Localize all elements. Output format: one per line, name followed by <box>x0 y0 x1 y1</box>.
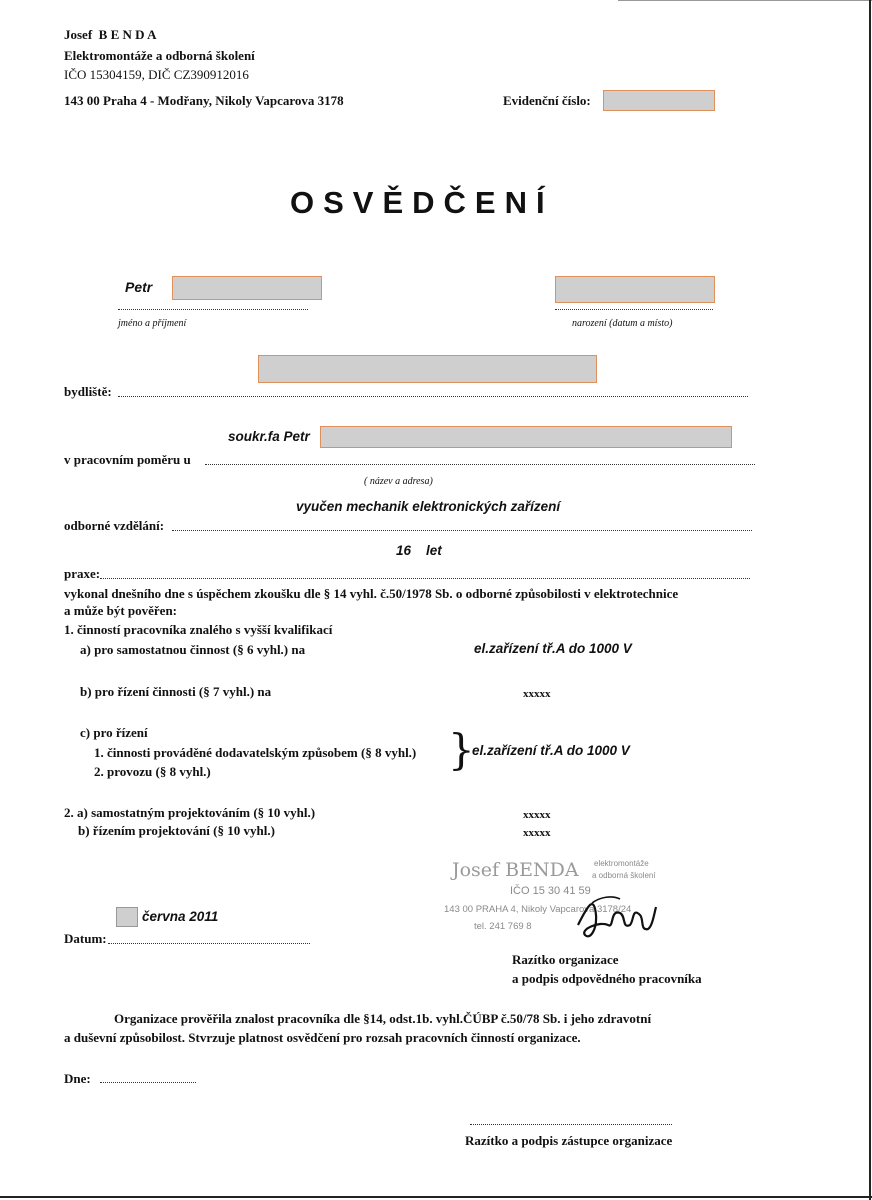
organization-text-line2: a duševní způsobilost. Stvrzuje platnost osvědčení pro rozsah pracovních činností organizace. <box>64 1030 581 1045</box>
education-value: vyučen mechanik elektronických zařízení <box>296 499 561 514</box>
activity-a-label: a) pro samostatnou činnost (§ 6 vyhl.) na <box>80 642 306 657</box>
employer-redacted <box>320 426 732 448</box>
activity-c-label: c) pro řízení <box>80 725 148 740</box>
handwritten-signature <box>570 885 660 945</box>
practice-dotted-line <box>100 578 750 579</box>
employment-label: v pracovním poměru u <box>64 452 191 467</box>
evidence-label: Evidenční číslo: <box>503 93 591 108</box>
scan-edge-bottom <box>0 1196 872 1198</box>
representative-signature-line <box>470 1124 672 1125</box>
residence-redacted <box>258 355 597 383</box>
activities-heading: 1. činností pracovníka znalého s vyšší kvalifikací <box>64 622 333 637</box>
stamp-ico: IČO 15 30 41 59 <box>510 885 591 897</box>
employment-caption: ( název a adresa) <box>364 476 433 487</box>
activity-c-brace: } <box>448 725 475 774</box>
name-dotted-line <box>118 309 308 310</box>
practice-value: 16 let <box>396 543 442 558</box>
evidence-number-redacted <box>603 90 715 111</box>
representative-signature-caption: Razítko a podpis zástupce organizace <box>465 1133 673 1148</box>
company-subtitle: Elektromontáže a odborná školení <box>64 48 255 63</box>
exam-text-line1: vykonal dnešního dne s úspěchem zkoušku dle § 14 vyhl. č.50/1978 Sb. o odborné způsobilosti v elektrotechnice <box>64 586 679 601</box>
signature-caption-line2: a podpis odpovědného pracovníka <box>512 971 702 986</box>
company-name <box>64 27 156 43</box>
stamp-name: Josef BENDA <box>452 859 579 881</box>
date-label: Datum: <box>64 931 107 946</box>
company-first-name: Josef <box>64 27 93 42</box>
stamp-address: 143 00 PRAHA 4, Nikoly Vapcarova 3178/24 <box>444 904 632 915</box>
project-b-value: xxxxx <box>523 827 551 839</box>
activity-b-label: b) pro řízení činnosti (§ 7 vyhl.) na <box>80 684 272 699</box>
stamp-side1: elektromontáže <box>594 859 649 868</box>
residence-dotted-line <box>118 396 748 397</box>
date-value: června 2011 <box>142 909 219 924</box>
education-label: odborné vzdělání: <box>64 518 165 533</box>
surname-redacted <box>172 276 322 300</box>
project-a-label: 2. a) samostatným projektováním (§ 10 vyhl.) <box>64 805 316 820</box>
company-address: 143 00 Praha 4 - Modřany, Nikoly Vapcarova 3178 <box>64 93 344 108</box>
company-ids: IČO 15304159, DIČ CZ390912016 <box>64 67 249 82</box>
education-dotted-line <box>172 530 752 531</box>
practice-label: praxe: <box>64 566 101 581</box>
signature-caption-line1: Razítko organizace <box>512 952 619 967</box>
activity-b-value: xxxxx <box>523 688 551 700</box>
project-a-value: xxxxx <box>523 809 551 821</box>
birth-dotted-line <box>555 309 713 310</box>
first-name-value: Petr <box>125 279 153 295</box>
project-b-label: b) řízením projektování (§ 10 vyhl.) <box>78 823 275 838</box>
organization-text-line1: Organizace prověřila znalost pracovníka dle §14, odst.1b. vyhl.ČÚBP č.50/78 Sb. i jeho zdravotní <box>114 1011 652 1026</box>
residence-label: bydliště: <box>64 384 112 399</box>
scan-edge-top <box>618 0 872 1</box>
birth-redacted <box>555 276 715 303</box>
activity-c-value: el.zařízení tř.A do 1000 V <box>472 743 630 758</box>
employer-value-prefix: soukr.fa Petr <box>228 429 310 444</box>
document-title: OSVĚDČENÍ <box>290 185 554 220</box>
exam-text-line2: a může být pověřen: <box>64 603 178 618</box>
company-last-name: B E N D A <box>98 27 157 42</box>
stamp-tel: tel. 241 769 8 <box>474 921 532 932</box>
employment-dotted-line <box>205 464 755 465</box>
activity-c2-label: 2. provozu (§ 8 vyhl.) <box>94 764 211 779</box>
scan-edge-right <box>869 0 871 1200</box>
birth-caption: narození (datum a místo) <box>572 318 673 329</box>
activity-a-value: el.zařízení tř.A do 1000 V <box>474 641 632 656</box>
dne-label: Dne: <box>64 1071 91 1086</box>
organization-stamp <box>440 855 680 945</box>
activity-c1-label: 1. činnosti prováděné dodavatelským způsobem (§ 8 vyhl.) <box>94 745 417 760</box>
stamp-side2: a odborná školení <box>592 871 656 880</box>
dne-dotted-line <box>100 1082 196 1083</box>
date-dotted-line <box>108 943 310 944</box>
name-caption: jméno a příjmení <box>118 318 187 329</box>
date-day-redacted <box>116 907 138 927</box>
